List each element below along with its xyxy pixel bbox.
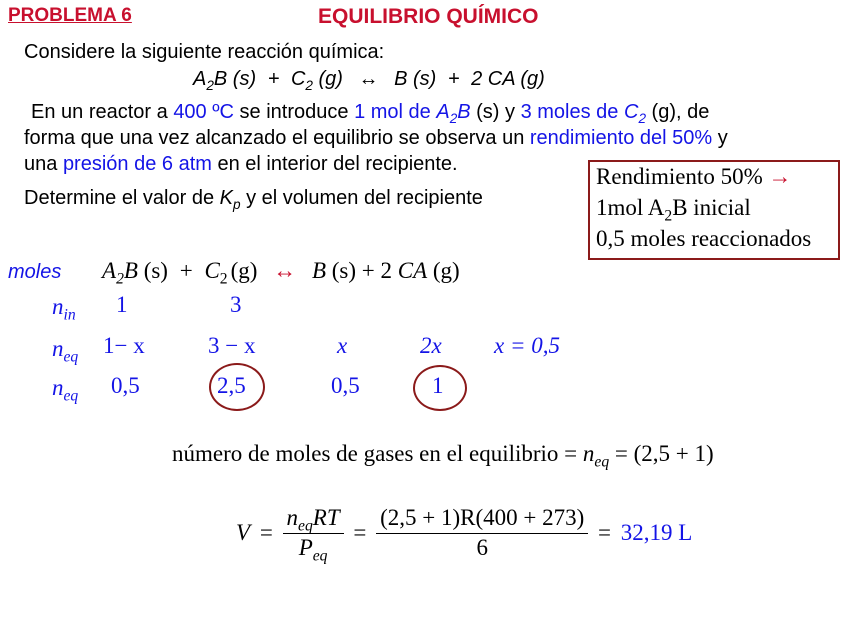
statement-intro: Considere la siguiente reacción química: — [24, 41, 385, 63]
volume-result: 32,19 L — [620, 519, 693, 545]
row-eq1-ca: 2x — [420, 333, 442, 358]
volume-formula: V = $\frac{n_{eq}RT}{P_{eq}}$ = $\frac{(2,5 + 1)R(400 + 273)}{6}$ = 32,19 L — [236, 505, 693, 565]
table-equation: $A_2B$ $(s) + C_2$ (g) ↔ B (s) + 2 CA (g) — [102, 258, 460, 288]
statement-line-1: En un reactor a 400 ºC se introduce 1 mol de $A_2B$ (s) y 3 moles de $C_2$ (g), de — [31, 101, 710, 126]
row-eq1-label: $n_{eq}$ — [52, 336, 79, 366]
pressure-value: presión de 6 atm — [62, 153, 212, 175]
temperature-value: 400 ºC — [173, 101, 234, 123]
row-in-c2: 3 — [230, 292, 242, 317]
reaction-equation: $A_2B$ $(s) + C_2$ (g) ↔ B (s) + 2 CA (g) — [193, 68, 545, 93]
page-title: EQUILIBRIO QUÍMICO — [318, 5, 539, 28]
question-text: Determine el valor de $K_p$ y el volumen del recipiente — [24, 187, 483, 212]
row-eq1-b: x — [337, 333, 348, 358]
statement-line-3: una presión de 6 atm en el interior del recipiente. — [24, 153, 458, 175]
equilibrium-arrow-icon: ↔ — [273, 258, 297, 283]
row-in-a2b: 1 — [116, 292, 128, 317]
x-value: x = 0,5 — [494, 333, 560, 358]
volume-fraction-symbolic: $\frac{n_{eq}RT}{P_{eq}}$ — [283, 504, 344, 563]
row-eq1-c2: 3 − x — [208, 333, 256, 358]
problem-number: PROBLEMA 6 — [8, 5, 132, 26]
row-eq2-a2b: 0,5 — [111, 373, 140, 398]
row-eq2-c2: 2,5 — [217, 373, 246, 398]
row-eq2-label: $n_{eq}$ — [52, 375, 79, 405]
yield-note-box: Rendimiento 50% → 1mol $A_2B$ inicial 0,5 moles reaccionados — [588, 160, 840, 260]
statement-line-2: forma que una vez alcanzado el equilibrio se observa un rendimiento del 50% y — [24, 127, 728, 149]
row-in-label: $n_{in}$ — [52, 294, 76, 324]
arrow-right-icon: → — [768, 164, 792, 189]
volume-fraction-numeric: $\frac{(2,5 + 1)R(400 + 273)}{6}$ — [376, 504, 588, 563]
gas-moles-equation: número de moles de gases en el equilibrio = $n_{eq} = (2,5 + 1)$ — [172, 441, 714, 471]
yield-value: rendimiento del 50% — [529, 127, 713, 149]
row-eq1-a2b: 1− x — [103, 333, 145, 358]
row-eq2-b: 0,5 — [331, 373, 360, 398]
moles-label: moles — [8, 261, 62, 283]
row-eq2-ca: 1 — [432, 373, 444, 398]
